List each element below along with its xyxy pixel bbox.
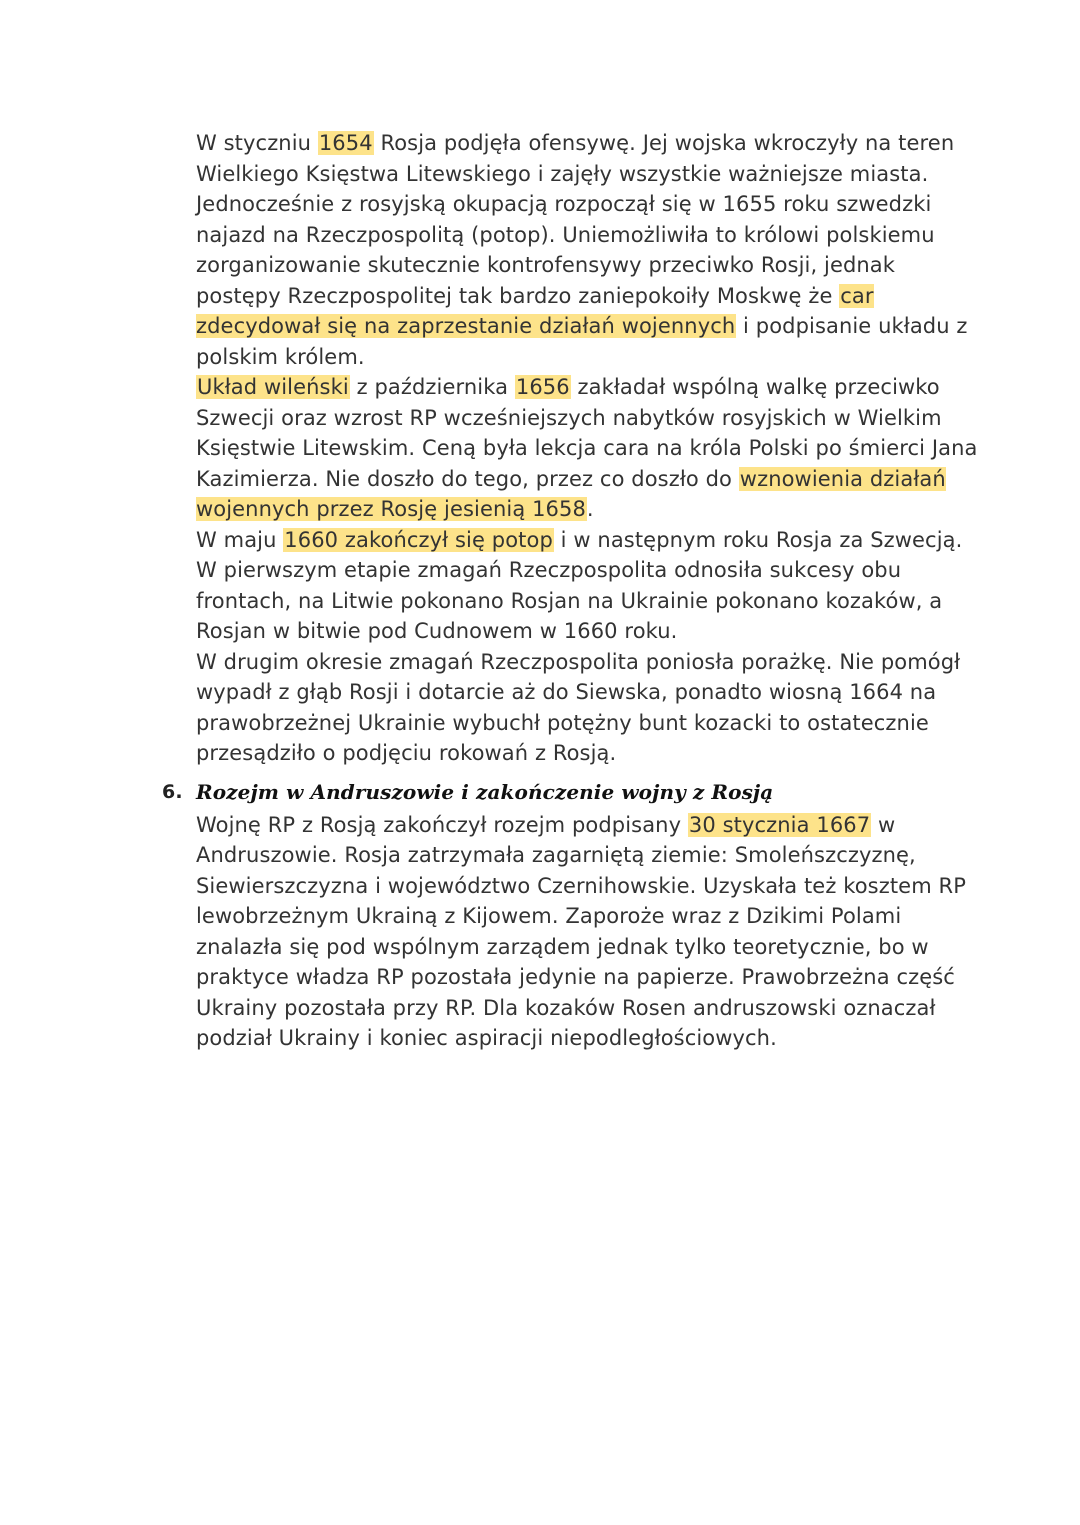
highlight-year-1654: 1654 <box>318 131 373 155</box>
text-run: . <box>586 497 594 521</box>
section-title: Rozejm w Andruszowie i zakończenie wojny z Rosją <box>196 779 774 804</box>
text-run: Rosja podjęła ofensywę. Jej wojska wkroczyły na teren Wielkiego Księstwa Litewskiego i zajęły wszystkie ważniejsze miasta. <box>196 131 955 186</box>
text-run: i podpisanie układu z polskim królem. <box>196 314 968 369</box>
highlight-deluge-ended-1660: 1660 zakończył się potop <box>284 527 553 552</box>
paragraph-second-stage <box>196 647 986 769</box>
highlight-vilnius-treaty: Układ wileński <box>197 375 349 399</box>
text-run: zakładał wspólną walkę przeciwko Szwecji oraz wzrost RP wcześniejszych nabytków rosyjskich w Wielkim Księstwie Litewskim. Ceną była lekcja cara na króla Polski po śmierci Jana Kazimierza. Nie doszło do tego, przez co doszło do <box>196 375 978 491</box>
text-run: W styczniu <box>196 131 318 155</box>
paragraph-vilnius-treaty <box>196 372 986 525</box>
text-run: W maju <box>196 527 284 552</box>
text-run: Wojnę RP z Rosją zakończył rozejm podpisany <box>196 812 688 837</box>
paragraph-russian-offensive <box>196 128 986 189</box>
highlight-tsar-decision: car zdecydował się na zaprzestanie działań wojennych <box>196 283 874 338</box>
text-run: Jednocześnie z rosyjską okupacją rozpoczął się w 1655 roku szwedzki najazd na Rzeczpospolitą (potop). Uniemożliwiła to królowi polskiemu zorganizowanie skutecznie kontrofensywy przeciwko Rosji, jednak postępy Rzeczpospolitej tak bardzo zaniepokoiły Moskwę że <box>196 192 935 308</box>
highlight-year-1656: 1656 <box>515 375 570 399</box>
highlight-war-resumed-1658: wznowienia działań wojennych przez Rosję jesienią 1658 <box>196 466 946 521</box>
paragraph-end-of-deluge <box>196 525 986 647</box>
text-run: z października <box>349 375 515 399</box>
paragraph-andrusovo-truce <box>196 810 986 1054</box>
paragraph-swedish-deluge <box>196 189 986 372</box>
text-run: w Andruszowie. Rosja zatrzymała zagarniętą ziemie: Smoleńszczyznę, Siewierszczyzna i województwo Czernihowskie. Uzyskała też kosztem RP lewobrzeżnym Ukrainą z Kijowem. Zaporoże wraz z Dzikimi Polami znalazła się pod wspólnym zarządem jednak tylko teoretycznie, bo w praktyce władza RP pozostała jedynie na papierze. Prawobrzeżna część Ukrainy pozostała przy RP. Dla kozaków Rosen andruszowski oznaczał podział Ukrainy i koniec aspiracji niepodległościowych. <box>196 812 966 1050</box>
section-number: 6. <box>162 780 183 803</box>
text-run: i w następnym roku Rosja za Szwecją. W pierwszym etapie zmagań Rzeczpospolita odnosiła sukcesy obu frontach, na Litwie pokonano Rosjan na Ukrainie pokonano kozaków, a Rosjan w bitwie pod Cudnowem w 1660 roku. <box>196 527 963 643</box>
text-run: W drugim okresie zmagań Rzeczpospolita poniosła porażkę. Nie pomógł wypadł z głąb Rosji i dotarcie aż do Siewska, ponadto wiosną 1664 na prawobrzeżnej Ukrainie wybuchł potężny bunt kozacki to ostatecznie przesądziło o podjęciu rokowań z Rosją. <box>196 649 961 765</box>
document-content <box>162 128 986 1054</box>
section-heading-andrusovo <box>162 777 986 807</box>
highlight-date-1667: 30 stycznia 1667 <box>688 812 871 837</box>
